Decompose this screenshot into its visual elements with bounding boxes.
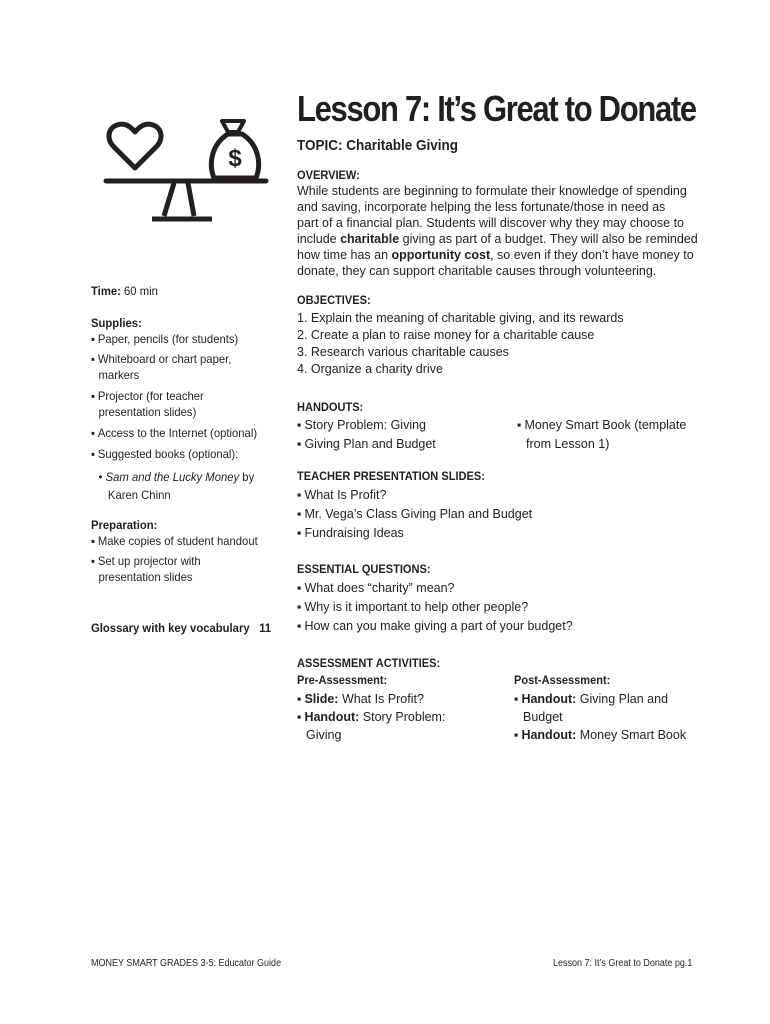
slides-list	[297, 486, 532, 543]
overview-heading: OVERVIEW:	[297, 168, 360, 182]
post-assessment-item-cont: Budget	[523, 710, 563, 724]
supply-item: ▪ Projector (for teacher	[91, 388, 279, 404]
lesson-title: Lesson 7: It’s Great to Donate	[297, 88, 696, 129]
question-item: ▪ What does “charity” mean?	[297, 579, 573, 598]
handout-item: ▪ Story Problem: Giving	[297, 416, 436, 435]
slide-item: ▪ Mr. Vega’s Class Giving Plan and Budget	[297, 505, 532, 524]
objective-item: 1. Explain the meaning of charitable giving, and its rewards	[297, 311, 624, 325]
topic: TOPIC: Charitable Giving	[297, 137, 459, 154]
questions-heading: ESSENTIAL QUESTIONS:	[297, 562, 431, 576]
heart-and-money-bag-seesaw-icon	[104, 118, 270, 224]
overview-text	[297, 183, 727, 279]
supply-item: ▪ Suggested books (optional):	[91, 446, 279, 462]
preparation-item-cont: presentation slides	[98, 570, 193, 584]
assessment-heading: ASSESSMENT ACTIVITIES:	[297, 656, 441, 670]
handout-item-cont: from Lesson 1)	[526, 437, 610, 451]
supply-item: ▪ Paper, pencils (for students)	[91, 331, 279, 347]
pre-assessment-item-cont: Giving	[306, 728, 342, 742]
post-assessment-item: ▪ Handout: Money Smart Book	[514, 726, 686, 744]
post-assessment-item: ▪ Handout: Giving Plan and	[514, 690, 686, 708]
objective-item: 3. Research various charitable causes	[297, 345, 509, 359]
slides-heading: TEACHER PRESENTATION SLIDES:	[297, 469, 485, 483]
sidebar	[91, 283, 279, 585]
footer-left: MONEY SMART GRADES 3-5: Educator Guide	[91, 958, 282, 969]
book-line: • Sam and the Lucky Money by	[98, 470, 255, 484]
preparation-item: ▪ Set up projector with	[91, 553, 279, 569]
overview-line: donate, they can support charitable causes through volunteering.	[297, 264, 657, 278]
supplies-heading: Supplies:	[91, 316, 142, 330]
handout-item: ▪ Money Smart Book (template	[517, 416, 686, 435]
slide-item: ▪ What Is Profit?	[297, 486, 532, 505]
supply-item: ▪ Whiteboard or chart paper,	[91, 351, 279, 367]
overview-line: and saving, incorporate helping the less fortunate/those in need as	[297, 200, 666, 214]
time: Time: 60 min	[91, 284, 158, 298]
pre-assessment-item: ▪ Handout: Story Problem:	[297, 708, 445, 726]
preparation-heading: Preparation:	[91, 518, 158, 532]
handouts-left	[297, 416, 436, 454]
supply-item-cont: markers	[98, 368, 140, 382]
supply-item: ▪ Access to the Internet (optional)	[91, 425, 279, 441]
glossary-line	[91, 620, 279, 636]
objective-item: 4. Organize a charity drive	[297, 362, 443, 376]
glossary-page: 11	[259, 621, 272, 635]
overview-line: how time has an opportunity cost, so even if they don’t have money to	[297, 248, 694, 262]
overview-line: include charitable giving as part of a budget. They will also be reminded	[297, 232, 698, 246]
questions-list	[297, 579, 573, 636]
post-assessment-heading: Post-Assessment:	[514, 673, 611, 687]
handouts-right	[517, 416, 686, 454]
handouts-heading: HANDOUTS:	[297, 400, 364, 414]
question-item: ▪ How can you make giving a part of your budget?	[297, 617, 573, 636]
question-item: ▪ Why is it important to help other people?	[297, 598, 573, 617]
objectives-heading: OBJECTIVES:	[297, 293, 371, 307]
objectives-list	[297, 310, 624, 378]
footer-right: Lesson 7: It’s Great to Donate pg.1	[553, 958, 693, 969]
overview-line: While students are beginning to formulate their knowledge of spending	[297, 184, 687, 198]
pre-assessment-heading: Pre-Assessment:	[297, 673, 388, 687]
handout-item: ▪ Giving Plan and Budget	[297, 435, 436, 454]
pre-assessment-list	[297, 690, 445, 744]
post-assessment-list	[514, 690, 686, 744]
supply-item-cont: presentation slides)	[98, 405, 197, 419]
book-author: Karen Chinn	[107, 488, 171, 502]
glossary-label: Glossary with key vocabulary	[91, 621, 250, 635]
overview-line: part of a financial plan. Students will discover why they may choose to	[297, 216, 685, 230]
svg-text:$: $	[228, 145, 242, 172]
pre-assessment-item: ▪ Slide: What Is Profit?	[297, 690, 445, 708]
preparation-item: ▪ Make copies of student handout	[91, 533, 279, 549]
objective-item: 2. Create a plan to raise money for a charitable cause	[297, 328, 595, 342]
slide-item: ▪ Fundraising Ideas	[297, 524, 532, 543]
